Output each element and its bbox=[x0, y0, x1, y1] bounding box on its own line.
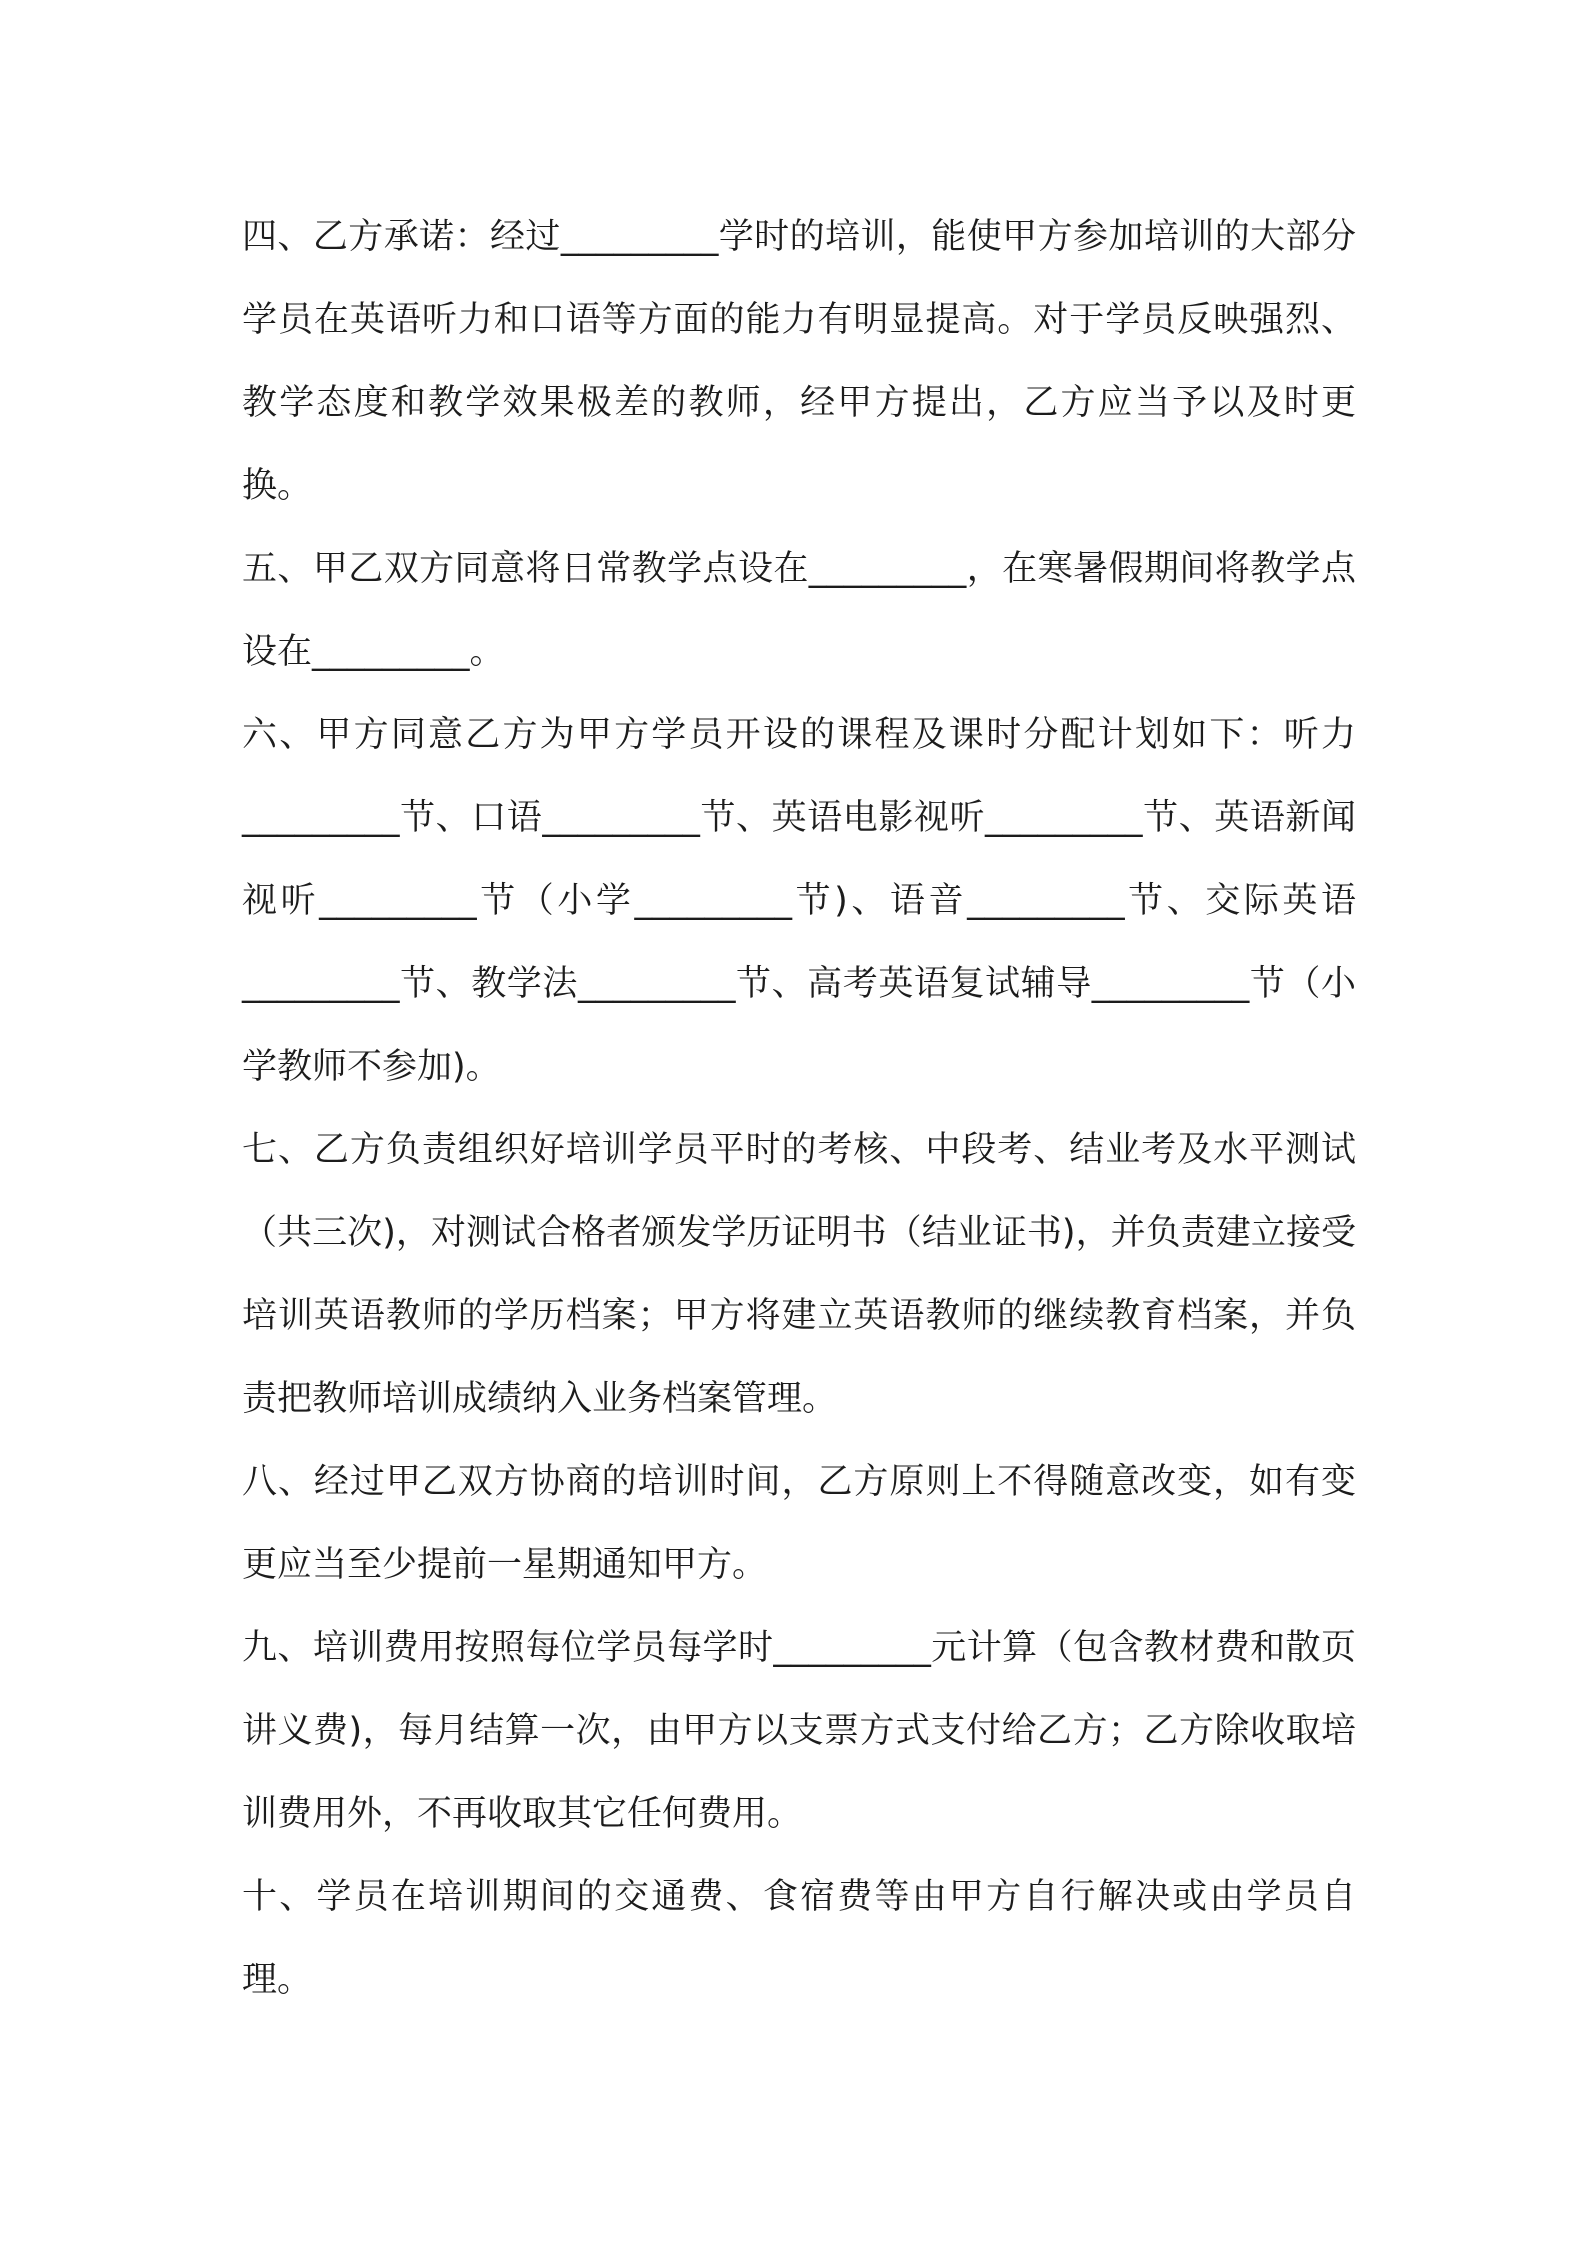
clause-5: 五、甲乙双方同意将日常教学点设在_________，在寒暑假期间将教学点设在_________。 bbox=[242, 549, 1356, 672]
clause-7: 七、乙方负责组织好培训学员平时的考核、中段考、结业考及水平测试（共三次)，对测试合格者颁发学历证明书（结业证书)，并负责建立接受培训英语教师的学历档案；甲方将建立英语教师的继续教育档案，并负责把教师培训成绩纳入业务档案管理。 bbox=[242, 1130, 1356, 1419]
contract-body bbox=[242, 196, 1356, 2022]
clause-4: 四、乙方承诺：经过_________学时的培训，能使甲方参加培训的大部分学员在英语听力和口语等方面的能力有明显提高。对于学员反映强烈、教学态度和教学效果极差的教师，经甲方提出，乙方应当予以及时更换。 bbox=[242, 217, 1356, 506]
clause-8: 八、经过甲乙双方协商的培训时间，乙方原则上不得随意改变，如有变更应当至少提前一星期通知甲方。 bbox=[242, 1462, 1356, 1585]
clause-6: 六、甲方同意乙方为甲方学员开设的课程及课时分配计划如下：听力_________节、口语_________节、英语电影视听_________节、英语新闻视听_________节（小学_________节)、语音_________节、交际英语_________节、教学法_________节、高考英语复试辅导_________节（小学教师不参加)。 bbox=[242, 715, 1356, 1087]
clause-10: 十、学员在培训期间的交通费、食宿费等由甲方自行解决或由学员自理。 bbox=[242, 1877, 1356, 2000]
clause-9: 九、培训费用按照每位学员每学时_________元计算（包含教材费和散页讲义费)，每月结算一次，由甲方以支票方式支付给乙方；乙方除收取培训费用外，不再收取其它任何费用。 bbox=[242, 1628, 1356, 1834]
